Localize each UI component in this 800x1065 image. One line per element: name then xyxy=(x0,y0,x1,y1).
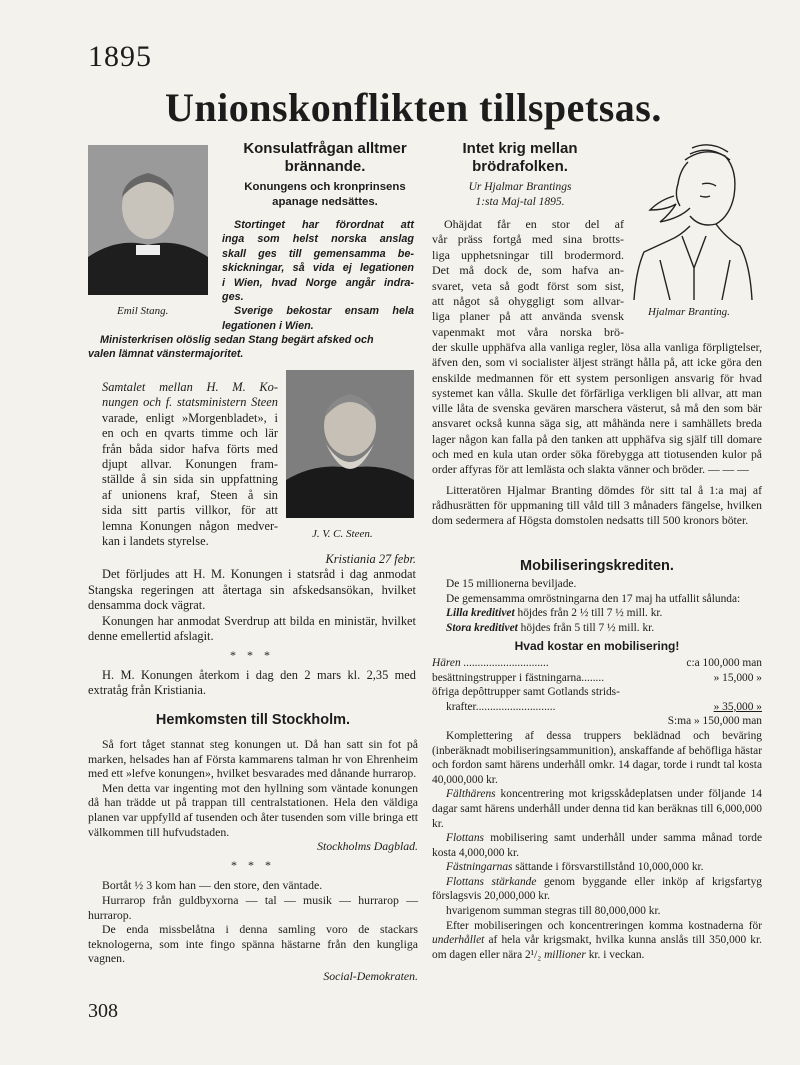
term-text: höjdes från 2 ½ till 7 ½ mill. kr. xyxy=(514,607,663,620)
caricature-branting xyxy=(630,140,755,300)
paragraph xyxy=(432,787,762,831)
article-subtitle-line: Konungens och kronprinsens xyxy=(244,181,406,193)
cost-value xyxy=(637,685,762,700)
paragraph: De enda missbelåtna i denna samling voro de stackars teknologerna, som inte fingo spänna hästarne från den kungliga vagnen. xyxy=(88,922,418,966)
term-label: Fälthärens xyxy=(446,788,496,801)
subheading-kostnad: Hvad kostar en mobilisering! xyxy=(514,639,680,654)
photo-caption-steen: J. V. C. Steen. xyxy=(312,528,373,540)
body-line-text: nungen och f. statsministern Steen xyxy=(102,395,278,410)
term-label: Fästningarnas xyxy=(446,861,513,874)
term-text: af hela vår krigsmakt, hvilka kunna anslås till 350,000 kr. om dagen eller nära 2¹/₂ xyxy=(432,934,762,961)
term-label: Lilla kreditivet xyxy=(446,607,515,620)
term-label: underhållet xyxy=(432,934,485,947)
paragraph: Litteratören Hjalmar Branting dömdes för sitt tal å 1:a maj af rådhusrätten för uppmaning till våld till 3 månaders fängelse, hvilken dom sedermera af Högsta domstolen nedsatts till 500 kronors böter. xyxy=(432,483,762,528)
paragraph xyxy=(432,621,762,636)
term-text: sättande i försvarstillstånd 10,000,000 kr. xyxy=(512,861,704,874)
cost-row xyxy=(432,671,762,686)
dateline: Kristiania 27 febr. xyxy=(325,552,416,566)
body-line: ställde å sin sida sin uppfattning xyxy=(102,472,278,487)
term-label: Flottans stärkande xyxy=(446,875,537,888)
paragraph xyxy=(432,860,762,875)
term-label: Flottans xyxy=(446,832,484,845)
term-text: koncentrering mot krigsskådeplatsen under följande 14 dagar samt härens underhåll under denna tid kan beräknas till 6,000,000 kr. xyxy=(432,788,762,830)
body-line: lemna Konungen någon medver- xyxy=(102,518,278,533)
body-line: liga planer på att använda svensk xyxy=(432,309,624,324)
term-label: Stora kreditivet xyxy=(446,621,518,634)
paragraph xyxy=(432,919,762,963)
cost-row xyxy=(432,700,762,715)
lead-line: Sverige bekostar ensam hela xyxy=(234,305,414,318)
page-number: 308 xyxy=(88,1000,118,1022)
article-title-intet-krig xyxy=(440,140,600,176)
article-title-line: brödrafolken. xyxy=(472,158,568,175)
cost-value: » 15,000 » xyxy=(713,671,762,684)
photo-emil-stang xyxy=(88,145,208,295)
lead-line: ges. xyxy=(222,291,244,304)
lead-line: Ministerkrisen olöslig sedan Stang begärt afsked och xyxy=(100,334,374,346)
body-line: att något så ohyggligt som allvar- xyxy=(432,294,624,309)
paragraph: Konungen har anmodat Sverdrup att bilda en ministär, hvilket denne emellertid afslagit. xyxy=(88,613,416,644)
paragraph: Bortåt ½ 3 kom han — den store, den väntade. xyxy=(102,878,323,893)
lead-line: Stortinget har förordnat att xyxy=(234,219,414,231)
body-line: djupt allvar. Konungen fram- xyxy=(102,457,278,472)
article-lead-ministerkrisen xyxy=(88,333,418,362)
paragraph: De gemensamma omröstningarna den 17 maj ha utfallit sålunda: xyxy=(446,592,741,605)
body-line: liga upphetsningar till brodermord. xyxy=(432,247,624,262)
article-body-branting-wide xyxy=(432,340,762,529)
body-line xyxy=(102,395,278,410)
paragraph: hvarigenom summan stegras till 80,000,000 kr. xyxy=(446,905,661,918)
article-body-branting-narrow xyxy=(432,217,624,340)
article-continuation xyxy=(88,552,416,699)
body-line: en och en qvarts timme och lär xyxy=(102,426,278,441)
paragraph xyxy=(432,606,762,621)
body-line: vår präss fortgå med sina brotts- xyxy=(432,232,624,247)
article-body-hemkomsten xyxy=(88,737,418,984)
body-line-text: Samtalet mellan H. M. Ko- xyxy=(102,380,278,394)
paragraph: Hurrarop från guldbyxorna — tal — musik — hurrarop — hurrarop. xyxy=(88,892,418,922)
caricature-caption: Hjalmar Branting. xyxy=(648,306,730,318)
lead-line: inga som helst norska anslag xyxy=(222,233,414,246)
page-year: 1895 xyxy=(88,40,152,73)
cost-value: » 35,000 » xyxy=(713,700,762,713)
body-line xyxy=(102,380,278,395)
photo-caption-stang: Emil Stang. xyxy=(117,305,169,317)
cost-label: besättningstrupper i fästningarna........ xyxy=(432,671,605,684)
article-title-line: brännande. xyxy=(284,158,366,175)
term-text: kr. i veckan. xyxy=(585,948,645,961)
body-line: Ohäjdat får en stor del af xyxy=(444,217,624,231)
term-label: millioner xyxy=(544,948,586,961)
lead-line: skall ges till gemensamma be- xyxy=(222,247,414,260)
byline-line: Ur Hjalmar Brantings xyxy=(468,181,572,193)
paragraph: Det förljudes att H. M. Konungen i statsråd i dag anmodat Stangska regeringen att återtaga sin afskedsansökan, hvilket densamma dock vägrat. xyxy=(88,567,416,613)
article-body-samtalet xyxy=(102,380,278,549)
separator-stars: * * * xyxy=(230,648,274,663)
body-line: Det må dock de, som hafva an- xyxy=(432,263,624,278)
article-title-hemkomsten: Hemkomsten till Stockholm. xyxy=(155,712,351,728)
cost-row xyxy=(432,685,762,700)
article-byline-branting xyxy=(440,180,600,210)
body-line: sida sitt partis villkor, för att xyxy=(102,503,278,518)
paragraph: Men detta var ingenting mot den hyllning som väntade konungen då han trädde ut på trappan till centralstationen. Hela den väldiga planen var uppfylld af tusenden och åter tusenden som ville bringa ett välkommen till hufvudstaden. xyxy=(88,780,418,839)
paragraph: Komplettering af dessa truppers beklädnad och beväring (inberäknadt mobiliseringsammunition), anskaffande af behöfliga hästar och fordon samt härens underhåll omkr. 14 dagar, torde i rundt tal kosta 40,000,000 kr. xyxy=(432,729,762,786)
term-text: Efter mobiliseringen och koncentreringen komma kostnaderna för xyxy=(446,919,762,932)
body-line: af unionens kraf, Steen å sin xyxy=(102,487,278,502)
photo-jvc-steen xyxy=(286,370,414,518)
article-title-mobilisering: Mobiliseringskrediten. xyxy=(520,558,674,574)
paragraph: Så fort tåget stannat steg konungen ut. Då han satt sin fot på marken, helsades han af Första kammarens talman hr von Ehrenheim med ett »lefve konungen», hvilket besvarades med dånande hurrarop. xyxy=(88,737,418,781)
source-credit: Social-Demokraten. xyxy=(323,968,418,983)
lead-line: valen lämnat vänstermajoritet. xyxy=(88,348,244,361)
lead-line: legationen i Wien. xyxy=(222,319,314,332)
cost-sum: S:ma » 150,000 man xyxy=(667,715,762,728)
article-body-mobilisering xyxy=(432,577,762,962)
body-line: vapenmakt mot våra norska brö- xyxy=(432,324,624,339)
cost-label: öfriga depôttrupper samt Gotlands strids- xyxy=(432,686,620,699)
article-subtitle-apanage xyxy=(222,180,428,210)
separator-stars: * * * xyxy=(231,857,275,872)
page-headline: Unionskonflikten tillspetsas. xyxy=(165,85,662,130)
paragraph: H. M. Konungen återkom i dag den 2 mars kl. 2,35 med extratåg från Kristiania. xyxy=(88,667,416,698)
lead-line: skickningar, så vida ej legationen xyxy=(222,262,414,275)
article-lead-stortinget xyxy=(222,218,414,333)
body-line: från båda sidor hafva förts med xyxy=(102,441,278,456)
article-subtitle-line: apanage nedsättes. xyxy=(272,196,378,208)
cost-label: krafter............................ xyxy=(446,700,556,713)
body-line: kan i landets styrelse. xyxy=(102,534,209,549)
term-text: höjdes från 5 till 7 ½ mill. kr. xyxy=(517,621,655,634)
cost-label: Hären .............................. xyxy=(432,656,549,669)
term-text: genom byggande eller inköp af krigsfartyg förslagsvis 20,000,000 kr. xyxy=(432,875,762,903)
byline-line: 1:sta Maj-tal 1895. xyxy=(475,196,565,208)
article-title-line: Konsulatfrågan alltmer xyxy=(243,140,407,157)
cost-row xyxy=(432,656,762,671)
lead-line: i Wien, hvad Norge angår indra- xyxy=(222,276,414,289)
paragraph xyxy=(432,875,762,904)
cost-value: c:a 100,000 man xyxy=(686,656,762,669)
body-line: svaret, veta så godt först som sist, xyxy=(432,278,624,293)
article-title-line: Intet krig mellan xyxy=(462,140,578,157)
body-line: varade, enligt »Morgenbladet», i xyxy=(102,410,278,425)
term-text: mobilisering samt underhåll under samma månad torde kosta 4,000,000 kr. xyxy=(432,832,762,859)
source-credit: Stockholms Dagblad. xyxy=(317,839,418,854)
paragraph: der skulle upphäfva alla vanliga regler, lösa alla vanliga förpligtelser, äfven den, som vi socialister äljest strängt hålla på, att icke göra den enskilde medmannen för ett system personligen ansvarig för hvad systemet kan vålla. Skulle det förfärliga verkligen bli allvar, att man ville låta de svenska gevären marschera västerut, så må den som bär ansvaret också kunna säga sig, att måhända nere i samhällets breda lager någon kan falla på den tanken att upphäfva sig själf till domare och med en kula utan order söka förebygga att tiotusenden kulor på order affyras för att lemlästa och slakta vänner och bröder. — — — xyxy=(432,341,762,477)
paragraph xyxy=(432,831,762,860)
paragraph: De 15 millionerna beviljade. xyxy=(446,578,577,590)
article-title-konsulat xyxy=(222,140,428,176)
